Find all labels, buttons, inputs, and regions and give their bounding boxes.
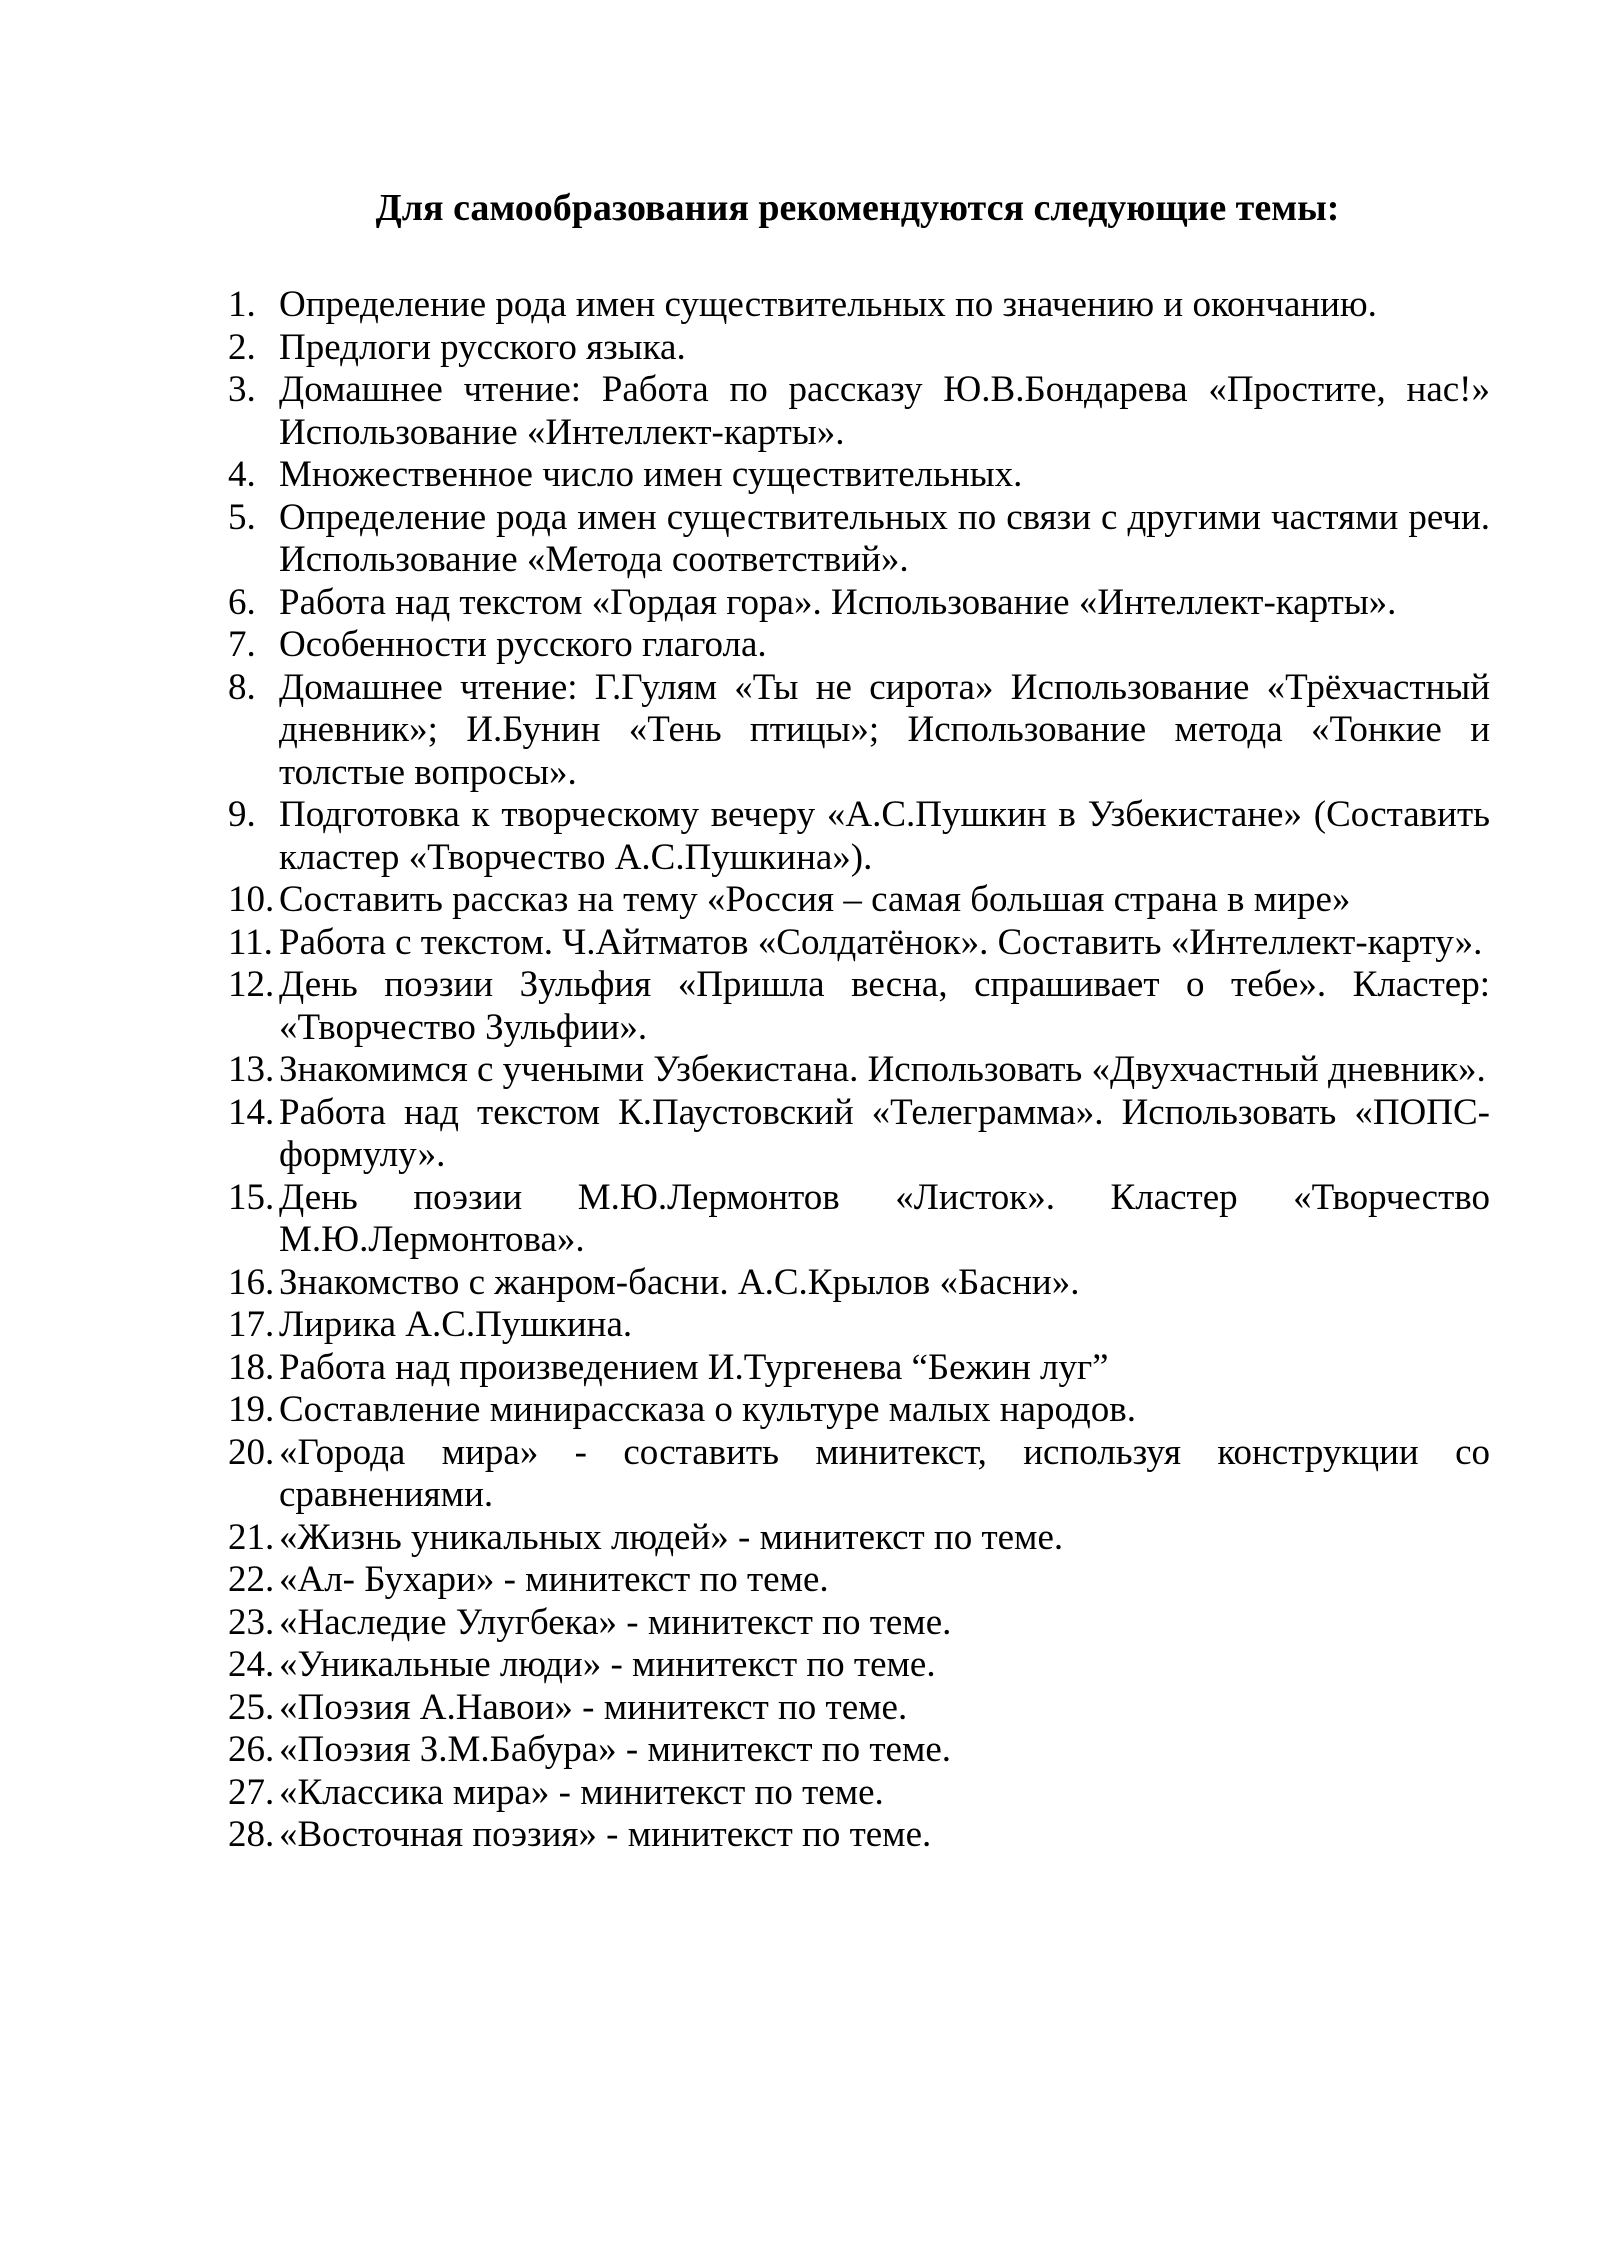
list-item-number: 14. — [228, 1091, 275, 1133]
list-item — [225, 1644, 1490, 1687]
list-item-number: 28. — [228, 1814, 275, 1855]
list-item — [225, 1687, 1490, 1730]
list-item — [225, 964, 1490, 1049]
list-item — [225, 879, 1490, 922]
list-item-text: «Ал- Бухари» - минитекст по теме. — [279, 1559, 829, 1600]
list-item-number: 8. — [228, 666, 256, 708]
list-item-number: 7. — [228, 624, 256, 665]
list-item — [225, 497, 1490, 582]
list-item — [225, 667, 1490, 795]
list-item-text: «Поэзия А.Навои» - минитекст по теме. — [279, 1686, 908, 1728]
list-item-number: 27. — [228, 1771, 275, 1813]
list-item-number: 24. — [228, 1644, 275, 1685]
list-item-text: Работа над текстом К.Паустовский «Телеграмма». Использовать «ПОПС-формулу». — [279, 1091, 1490, 1175]
page-title: Для самообразования рекомендуются следующие темы: — [375, 187, 1340, 229]
list-item — [225, 1347, 1490, 1390]
list-item — [225, 582, 1490, 625]
list-item-text: «Жизнь уникальных людей» - минитекст по теме. — [279, 1516, 1064, 1558]
list-item-number: 5. — [228, 496, 256, 538]
list-item-text: День поэзии Зульфия «Пришла весна, спрашивает о тебе». Кластер: «Творчество Зульфии». — [279, 964, 1490, 1048]
list-item — [225, 1729, 1490, 1772]
list-item — [225, 1389, 1490, 1432]
list-item — [225, 1092, 1490, 1177]
list-item-number: 22. — [228, 1559, 275, 1600]
list-item-text: Составление минирассказа о культуре малых народов. — [279, 1389, 1136, 1430]
list-item-number: 21. — [228, 1516, 275, 1558]
list-item-text: Особенности русского глагола. — [279, 624, 767, 665]
list-item — [225, 1304, 1490, 1347]
list-item-text: Подготовка к творческому вечеру «А.С.Пушкин в Узбекистане» (Составить кластер «Творчество А.С.Пушкина»). — [279, 794, 1490, 878]
list-item-number: 16. — [228, 1261, 275, 1303]
list-item-text: «Поэзия З.М.Бабура» - минитекст по теме. — [279, 1729, 952, 1770]
list-item-text: «Наследие Улугбека» - минитекст по теме. — [279, 1601, 952, 1643]
list-item-text: Знакомимся с учеными Узбекистана. Использовать «Двухчастный дневник». — [279, 1049, 1486, 1090]
list-item-number: 17. — [228, 1304, 275, 1345]
list-item-text: Лирика А.С.Пушкина. — [279, 1304, 633, 1345]
list-item-text: Работа над текстом «Гордая гора». Использование «Интеллект-карты». — [279, 581, 1397, 623]
list-item-text: Определение рода имен существительных по связи с другими частями речи. Использование «Метода соответствий». — [279, 496, 1490, 580]
list-item-number: 4. — [228, 454, 256, 495]
list-item — [225, 327, 1490, 370]
list-item-text: Предлоги русского языка. — [279, 326, 686, 368]
list-item-number: 23. — [228, 1601, 275, 1643]
list-item — [225, 1602, 1490, 1645]
list-item — [225, 624, 1490, 667]
list-item — [225, 1559, 1490, 1602]
list-item-number: 11. — [228, 921, 273, 963]
list-item — [225, 1262, 1490, 1305]
list-item-number: 25. — [228, 1686, 275, 1728]
list-item — [225, 454, 1490, 497]
list-item-text: «Классика мира» - минитекст по теме. — [279, 1771, 884, 1813]
list-item-number: 18. — [228, 1346, 275, 1388]
list-item — [225, 1049, 1490, 1092]
list-item-number: 13. — [228, 1049, 275, 1090]
list-item-text: День поэзии М.Ю.Лермонтов «Листок». Кластер «Творчество М.Ю.Лермонтова». — [279, 1176, 1490, 1260]
list-item-text: Составить рассказ на тему «Россия – самая большая страна в мире» — [279, 879, 1351, 920]
list-item-number: 9. — [228, 794, 256, 835]
list-item — [225, 922, 1490, 965]
list-item — [225, 1772, 1490, 1815]
list-item-number: 3. — [228, 369, 256, 410]
list-item-number: 2. — [228, 326, 256, 368]
list-item — [225, 1177, 1490, 1262]
list-item-number: 12. — [228, 964, 275, 1005]
list-item-number: 20. — [228, 1431, 275, 1473]
list-item-number: 10. — [228, 879, 275, 920]
list-item — [225, 1517, 1490, 1560]
list-item-number: 1. — [228, 284, 256, 325]
list-item-text: Определение рода имен существительных по значению и окончанию. — [279, 284, 1377, 325]
document-content — [225, 186, 1490, 1857]
list-item-number: 19. — [228, 1389, 275, 1430]
list-item-text: Множественное число имен существительных. — [279, 454, 1023, 495]
list-item — [225, 1814, 1490, 1857]
list-item-text: «Восточная поэзия» - минитекст по теме. — [279, 1814, 932, 1855]
list-item — [225, 284, 1490, 327]
list-item-text: Домашнее чтение: Работа по рассказу Ю.В.Бондарева «Простите, нас!» Использование «Интеллект-карты». — [279, 369, 1490, 453]
list-item-number: 15. — [228, 1176, 275, 1218]
list-item-text: Знакомство с жанром-басни. А.С.Крылов «Басни». — [279, 1261, 1080, 1303]
list-item-text: «Города мира» - составить минитекст, используя конструкции со сравнениями. — [279, 1431, 1490, 1515]
list-item-text: «Уникальные люди» - минитекст по теме. — [279, 1644, 936, 1685]
list-item-text: Работа с текстом. Ч.Айтматов «Солдатёнок». Составить «Интеллект-карту». — [279, 921, 1483, 963]
list-item-number: 6. — [228, 581, 256, 623]
list-item-text: Работа над произведением И.Тургенева “Бежин луг” — [279, 1346, 1109, 1388]
list-item-number: 26. — [228, 1729, 275, 1770]
list-item — [225, 369, 1490, 454]
topics-list — [225, 284, 1490, 1857]
list-item-text: Домашнее чтение: Г.Гулям «Ты не сирота» Использование «Трёхчастный дневник»; И.Бунин «Тень птицы»; Использование метода «Тонкие и толстые вопросы». — [279, 666, 1490, 793]
list-item — [225, 1432, 1490, 1517]
list-item — [225, 794, 1490, 879]
